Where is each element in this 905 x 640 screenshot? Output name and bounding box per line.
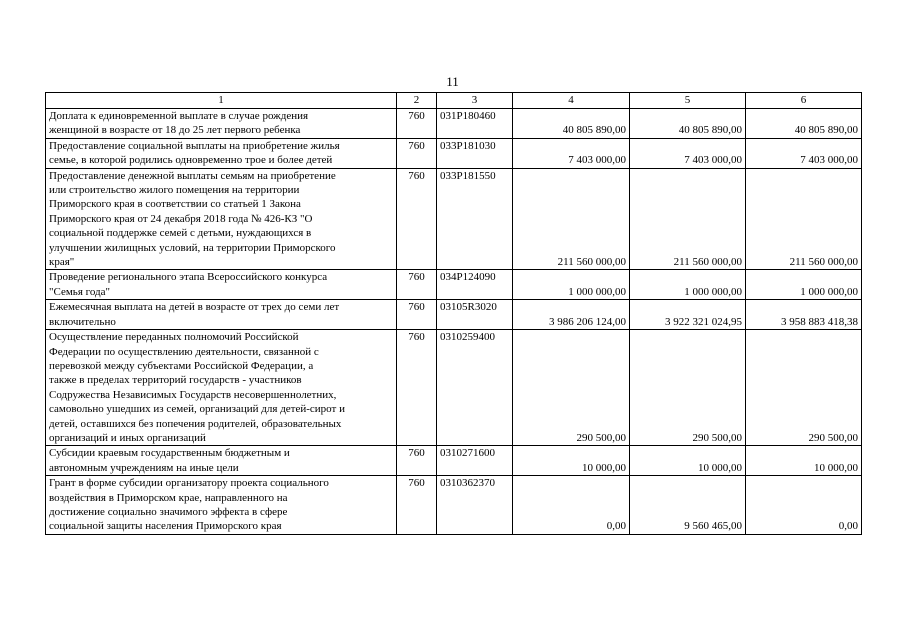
amount-year2-cell: 211 560 000,00 xyxy=(630,168,746,270)
table-row xyxy=(46,330,862,446)
page-number: 11 xyxy=(446,74,459,89)
expense-name-cell: Проведение регионального этапа Всероссийского конкурса "Семья года" xyxy=(46,270,397,300)
expense-name-cell: Ежемесячная выплата на детей в возрасте от трех до семи лет включительно xyxy=(46,300,397,330)
grbs-code-cell: 760 xyxy=(397,138,437,168)
amount-year2-cell: 10 000,00 xyxy=(630,446,746,476)
expense-name-cell: Грант в форме субсидии организатору проекта социального воздействия в Приморском крае, направленного на достижение социально значимого эффекта в сфере социальной защиты населения Приморского края xyxy=(46,476,397,535)
table-row xyxy=(46,476,862,535)
amount-year1-cell: 290 500,00 xyxy=(513,330,630,446)
budget-table xyxy=(45,92,862,535)
amount-year3-cell: 3 958 883 418,38 xyxy=(746,300,862,330)
expense-name-cell: Предоставление денежной выплаты семьям на приобретение или строительство жилого помещения на территории Приморского края в соответствии со статьей 1 Закона Приморского края от 24 декабря 2018 года № 426-КЗ "О социальной поддержке семей с детьми, нуждающихся в улучшении жилищных условий, на территории Приморского края" xyxy=(46,168,397,270)
amount-year2-cell: 290 500,00 xyxy=(630,330,746,446)
amount-year3-cell: 10 000,00 xyxy=(746,446,862,476)
table-row xyxy=(46,168,862,270)
header-col-5: 5 xyxy=(630,93,746,109)
amount-year1-cell: 1 000 000,00 xyxy=(513,270,630,300)
grbs-code-cell: 760 xyxy=(397,476,437,535)
amount-year3-cell: 40 805 890,00 xyxy=(746,109,862,139)
grbs-code-cell: 760 xyxy=(397,168,437,270)
target-article-cell: 033P181550 xyxy=(437,168,513,270)
header-col-1: 1 xyxy=(46,93,397,109)
amount-year3-cell: 7 403 000,00 xyxy=(746,138,862,168)
amount-year2-cell: 40 805 890,00 xyxy=(630,109,746,139)
amount-year1-cell: 211 560 000,00 xyxy=(513,168,630,270)
grbs-code-cell: 760 xyxy=(397,446,437,476)
amount-year1-cell: 40 805 890,00 xyxy=(513,109,630,139)
amount-year3-cell: 290 500,00 xyxy=(746,330,862,446)
target-article-cell: 0310271600 xyxy=(437,446,513,476)
target-article-cell: 0310259400 xyxy=(437,330,513,446)
target-article-cell: 034P124090 xyxy=(437,270,513,300)
grbs-code-cell: 760 xyxy=(397,109,437,139)
amount-year3-cell: 1 000 000,00 xyxy=(746,270,862,300)
amount-year2-cell: 7 403 000,00 xyxy=(630,138,746,168)
header-row xyxy=(46,93,862,109)
expense-name-cell: Субсидии краевым государственным бюджетным и автономным учреждениям на иные цели xyxy=(46,446,397,476)
expense-name-cell: Доплата к единовременной выплате в случае рождения женщиной в возрасте от 18 до 25 лет первого ребенка xyxy=(46,109,397,139)
table-row xyxy=(46,446,862,476)
expense-name-cell: Предоставление социальной выплаты на приобретение жилья семье, в которой родились одновременно трое и более детей xyxy=(46,138,397,168)
expense-name-cell: Осуществление переданных полномочий Российской Федерации по осуществлению деятельности, связанной с перевозкой между субъектами Российской Федерации, а также в пределах территорий государств - участников Содружества Независимых Государств несовершеннолетних, самовольно ушедших из семей, организаций для детей-сирот и детей, оставшихся без попечения родителей, образовательных организаций и иных организаций xyxy=(46,330,397,446)
grbs-code-cell: 760 xyxy=(397,300,437,330)
amount-year1-cell: 0,00 xyxy=(513,476,630,535)
target-article-cell: 031P180460 xyxy=(437,109,513,139)
header-col-3: 3 xyxy=(437,93,513,109)
table-row xyxy=(46,138,862,168)
header-col-4: 4 xyxy=(513,93,630,109)
amount-year3-cell: 211 560 000,00 xyxy=(746,168,862,270)
target-article-cell: 033P181030 xyxy=(437,138,513,168)
amount-year1-cell: 7 403 000,00 xyxy=(513,138,630,168)
header-col-2: 2 xyxy=(397,93,437,109)
table-row xyxy=(46,109,862,139)
amount-year2-cell: 3 922 321 024,95 xyxy=(630,300,746,330)
amount-year1-cell: 10 000,00 xyxy=(513,446,630,476)
amount-year1-cell: 3 986 206 124,00 xyxy=(513,300,630,330)
amount-year3-cell: 0,00 xyxy=(746,476,862,535)
amount-year2-cell: 9 560 465,00 xyxy=(630,476,746,535)
amount-year2-cell: 1 000 000,00 xyxy=(630,270,746,300)
table-row xyxy=(46,270,862,300)
header-col-6: 6 xyxy=(746,93,862,109)
grbs-code-cell: 760 xyxy=(397,270,437,300)
grbs-code-cell: 760 xyxy=(397,330,437,446)
table-row xyxy=(46,300,862,330)
target-article-cell: 0310362370 xyxy=(437,476,513,535)
target-article-cell: 03105R3020 xyxy=(437,300,513,330)
